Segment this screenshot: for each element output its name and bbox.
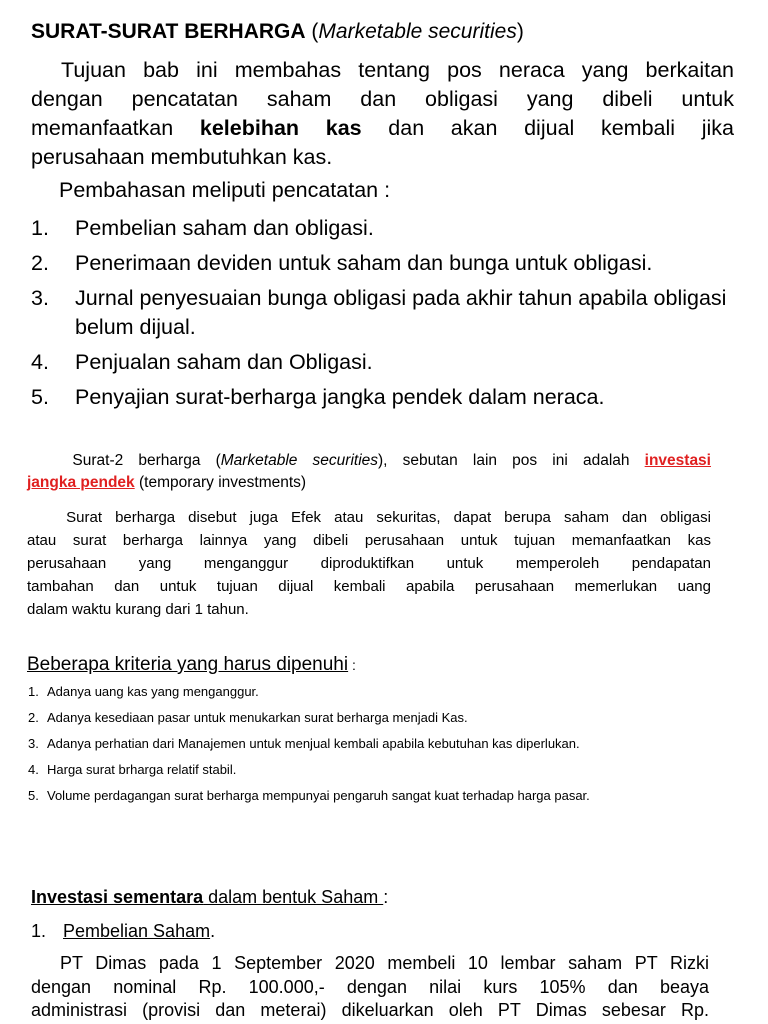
- page-title: [31, 18, 524, 46]
- excess-cash-emphasis: kelebihan kas: [199, 116, 362, 140]
- intro-line-4: perusahaan membutuhkan kas.: [31, 145, 333, 169]
- definition-line-2: jangka pendek (temporary investments): [27, 474, 307, 491]
- definition-line-1: Surat-2 berharga (Marketable securities), sebutan lain pos ini adalah investasi: [72, 452, 711, 469]
- investment-heading: Investasi sementara dalam bentuk Saham :: [31, 887, 389, 907]
- list-item: 3. Jurnal penyesuaian bunga obligasi pada akhir tahun apabila obligasi belum dijual.: [31, 286, 727, 339]
- list-item: 1. Pembelian saham dan obligasi.: [31, 216, 374, 240]
- short-term-investment-highlight: investasi: [644, 452, 711, 469]
- criteria-list: [28, 684, 590, 814]
- title-paren-open: (: [311, 20, 319, 43]
- efek-line-2: atau surat berharga lainnya yang dibeli perusahaan untuk tujuan memanfaatkan kas: [27, 532, 711, 549]
- purchase-subheading: 1. Pembelian Saham .: [31, 921, 216, 941]
- criteria-item: 2. Adanya kesediaan pasar untuk menukarkan surat berharga menjadi Kas.: [28, 710, 468, 725]
- title-paren-close: ): [516, 20, 524, 43]
- intro-line-2: dengan pencatatan saham dan obligasi yang dibeli untuk: [31, 87, 734, 111]
- main-list: [31, 214, 741, 418]
- efek-line-5: dalam waktu kurang dari 1 tahun.: [27, 601, 249, 618]
- efek-line-3: perusahaan yang menganggur diproduktifkan untuk memperoleh pendapatan: [27, 555, 711, 572]
- criteria-item: 4. Harga surat brharga relatif stabil.: [28, 762, 237, 777]
- intro-paragraph: [31, 56, 734, 172]
- criteria-heading: Beberapa kriteria yang harus dipenuhi :: [27, 654, 356, 675]
- efek-paragraph: [27, 506, 711, 621]
- intro-line-3: memanfaatkan kelebihan kas dan akan dijual kembali jika: [31, 116, 734, 140]
- list-item: 4. Penjualan saham dan Obligasi.: [31, 350, 373, 374]
- title-main: SURAT-SURAT BERHARGA: [31, 20, 306, 43]
- criteria-item: 3. Adanya perhatian dari Manajemen untuk menjual kembali apabila kebutuhan kas diperlukan.: [28, 736, 580, 751]
- efek-line-4: tambahan dan untuk tujuan dijual kembali apabila perusahaan memerlukan uang: [27, 578, 711, 595]
- securities-definition: [27, 450, 711, 494]
- discussion-intro: Pembahasan meliputi pencatatan :: [59, 178, 391, 202]
- criteria-item: 5. Volume perdagangan surat berharga mempunyai pengaruh sangat kuat terhadap harga pasar.: [28, 788, 590, 803]
- title-subtitle: Marketable securities: [318, 20, 517, 43]
- efek-line-1: Surat berharga disebut juga Efek atau sekuritas, dapat berupa saham dan obligasi: [66, 509, 711, 526]
- purchase-line-1: PT Dimas pada 1 September 2020 membeli 10 lembar saham PT Rizki: [60, 953, 709, 973]
- purchase-paragraph: [31, 952, 709, 1023]
- criteria-item: 1. Adanya uang kas yang menganggur.: [28, 684, 259, 699]
- list-item: 2. Penerimaan deviden untuk saham dan bunga untuk obligasi.: [31, 251, 653, 275]
- purchase-line-2: dengan nominal Rp. 100.000,- dengan nilai kurs 105% dan beaya: [31, 976, 709, 997]
- purchase-line-3: administrasi (provisi dan meterai) dikeluarkan oleh PT Dimas sebesar Rp.: [31, 1000, 709, 1020]
- intro-line-1: Tujuan bab ini membahas tentang pos neraca yang berkaitan: [61, 58, 734, 82]
- list-item: 5. Penyajian surat-berharga jangka pendek dalam neraca.: [31, 385, 605, 409]
